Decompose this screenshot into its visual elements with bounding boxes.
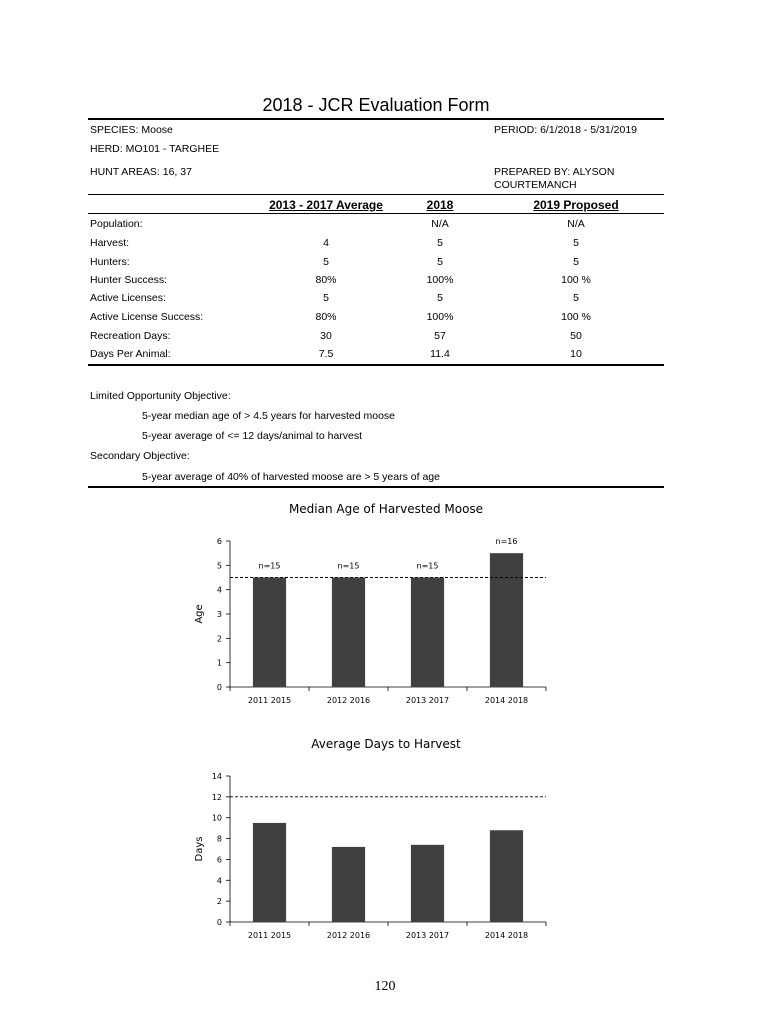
chart-title: Median Age of Harvested Moose [288, 502, 484, 516]
y-tick-label: 4 [216, 876, 222, 886]
y-tick-label: 2 [216, 634, 222, 644]
cell-2018: 100% [426, 311, 454, 323]
cell-proposed: 5 [573, 237, 579, 249]
x-tick-label: 2011 2015 [247, 696, 292, 705]
y-tick-label: 10 [211, 813, 222, 823]
data-label: n=16 [495, 537, 518, 547]
cell-2018: 5 [437, 292, 443, 304]
table-row [90, 237, 662, 255]
form-title: 2018 - JCR Evaluation Form [262, 95, 490, 115]
y-axis-label: Days [194, 836, 205, 862]
cell-average: 7.5 [318, 348, 334, 360]
bar [253, 578, 286, 688]
cell-average: 5 [323, 292, 329, 304]
row-label: Active License Success: [90, 311, 204, 323]
y-tick-label: 3 [216, 610, 222, 619]
objectives-bottom-rule [88, 486, 664, 488]
bar [332, 578, 365, 688]
x-tick-label: 2014 2018 [484, 696, 529, 705]
prepared-by-line1: PREPARED BY: ALYSON [494, 166, 615, 178]
cell-2018: 11.4 [430, 348, 450, 360]
y-tick-label: 6 [216, 537, 222, 546]
column-header-average: 2013 - 2017 Average [269, 198, 383, 212]
cell-proposed: 5 [573, 292, 579, 304]
cell-average: 5 [323, 256, 329, 268]
cell-2018: 100% [426, 274, 454, 286]
species-label: SPECIES: Moose [90, 124, 173, 136]
bar [332, 847, 365, 922]
page-number: 120 [374, 979, 396, 994]
table-row [90, 311, 662, 329]
cell-average: 80% [315, 274, 337, 286]
x-tick-label: 2012 2016 [326, 696, 371, 705]
row-label: Population: [90, 218, 143, 230]
cell-proposed: 50 [570, 330, 582, 342]
cell-proposed: 10 [570, 348, 582, 360]
y-tick-label: 8 [216, 834, 222, 844]
table-row [90, 256, 662, 274]
cell-proposed: 100 % [561, 274, 591, 286]
herd-label: HERD: MO101 - TARGHEE [90, 143, 220, 155]
bar [411, 578, 444, 688]
x-tick-label: 2012 2016 [326, 931, 371, 940]
data-label: n=15 [337, 561, 360, 571]
hunt-areas-label: HUNT AREAS: 16, 37 [90, 166, 192, 178]
cell-average: 4 [323, 237, 329, 249]
row-label: Hunter Success: [90, 274, 168, 286]
x-tick-label: 2014 2018 [484, 931, 529, 940]
row-label: Hunters: [90, 256, 130, 268]
table-row [90, 218, 662, 236]
title-rule [88, 118, 664, 120]
column-header-rule [88, 213, 664, 214]
cell-average: 80% [315, 311, 337, 323]
y-tick-label: 6 [216, 855, 222, 865]
row-label: Recreation Days: [90, 330, 171, 342]
table-row [90, 292, 662, 310]
column-header-2018: 2018 [426, 198, 454, 212]
cell-2018: 57 [434, 330, 446, 342]
limited-objective-heading: Limited Opportunity Objective: [90, 390, 231, 402]
data-label: n=15 [258, 561, 281, 571]
row-label: Harvest: [90, 237, 130, 249]
table-row [90, 274, 662, 292]
data-label: n=15 [416, 561, 439, 571]
cell-2018: 5 [437, 256, 443, 268]
chart-title: Average Days to Harvest [311, 737, 461, 751]
cell-2018: N/A [431, 218, 449, 230]
cell-proposed: 5 [573, 256, 579, 268]
y-tick-label: 2 [216, 897, 222, 907]
period-label: PERIOD: 6/1/2018 - 5/31/2019 [494, 124, 638, 136]
y-tick-label: 0 [216, 683, 222, 692]
y-tick-label: 5 [216, 561, 222, 571]
limited-objective-item: 5-year median age of > 4.5 years for harvested moose [142, 410, 396, 422]
median-age-chart [180, 525, 560, 715]
x-tick-label: 2013 2017 [405, 696, 450, 705]
column-header-proposed: 2019 Proposed [533, 198, 619, 212]
bar [490, 553, 523, 687]
y-tick-label: 14 [211, 772, 222, 781]
table-bottom-rule [88, 364, 664, 366]
row-label: Active Licenses: [90, 292, 166, 304]
secondary-objective-heading: Secondary Objective: [90, 450, 190, 462]
y-tick-label: 4 [216, 585, 222, 595]
y-tick-label: 0 [216, 918, 222, 927]
row-label: Days Per Animal: [90, 348, 171, 360]
days-to-harvest-chart [180, 760, 560, 950]
cell-2018: 5 [437, 237, 443, 249]
prepared-by-line2: COURTEMANCH [494, 179, 577, 191]
table-row [90, 330, 662, 348]
header-rule [88, 194, 664, 195]
cell-proposed: N/A [567, 218, 585, 230]
y-axis-label: Age [194, 604, 205, 624]
cell-average: 30 [320, 330, 332, 342]
limited-objective-item: 5-year average of <= 12 days/animal to harvest [142, 430, 363, 442]
x-tick-label: 2013 2017 [405, 931, 450, 940]
cell-proposed: 100 % [561, 311, 591, 323]
secondary-objective-item: 5-year average of 40% of harvested moose are > 5 years of age [142, 471, 440, 483]
y-tick-label: 1 [216, 658, 222, 668]
bar [411, 845, 444, 922]
x-tick-label: 2011 2015 [247, 931, 292, 940]
bar [253, 823, 286, 922]
bar [490, 830, 523, 922]
y-tick-label: 12 [211, 792, 222, 802]
